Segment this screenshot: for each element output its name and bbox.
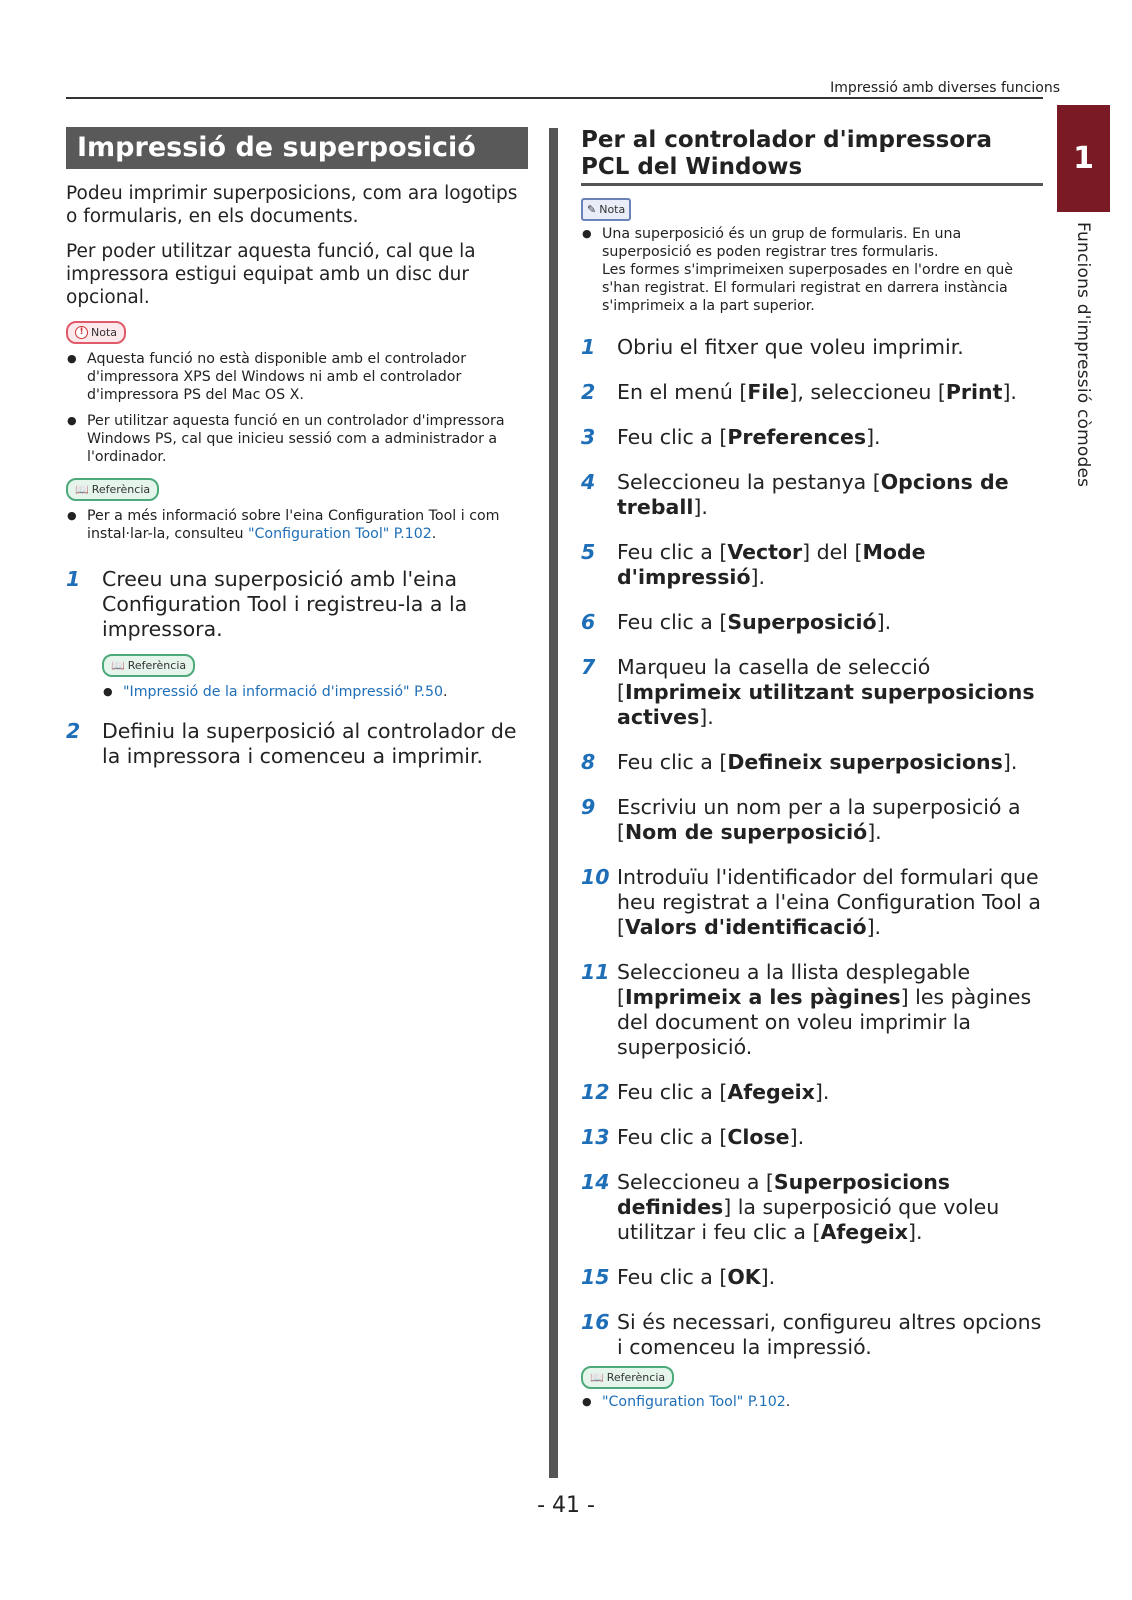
right-column <box>581 127 1043 1419</box>
book-icon: 📖 <box>75 483 89 496</box>
running-header: Impressió amb diverses funcions <box>830 80 1060 96</box>
checkbox-superposicions-actives: Imprimeix utilitzant superposicions actives <box>617 680 1035 729</box>
step-13: 13 Feu clic a [Close]. <box>581 1125 805 1149</box>
step-14: 14 Seleccioneu a [Superposicions definides] la superposició que voleu utilitzar i feu clic a [Afegeix]. <box>581 1170 1000 1244</box>
step-5: 5 Feu clic a [Vector] del [Mode d'impressió]. <box>581 540 926 589</box>
referencia-list <box>66 507 528 543</box>
list-item: ● Una superposició és un grup de formularis. En una superposició es poden registrar tres formularis. Les formes s'imprimeixen superposades en l'ordre en què s'han registrat. El formulari registrat en darrera instància s'imprimeix a la part superior. <box>581 225 1043 315</box>
step-1 <box>66 567 528 701</box>
button-close: Close <box>727 1125 790 1149</box>
step-10: 10 Introduïu l'identificador del formulari que heu registrat a l'eina Configuration Tool a [Valors d'identificació]. <box>581 865 1041 939</box>
step-8: 8 Feu clic a [Defineix superposicions]. <box>581 750 1018 774</box>
step-number: 3 <box>581 425 596 449</box>
field-valors-identificacio: Valors d'identificació <box>625 915 867 939</box>
list-item: ● Per a més informació sobre l'eina Configuration Tool i com instal·lar-la, consulteu "Configuration Tool" P.102. <box>66 507 528 543</box>
referencia-badge <box>66 478 159 501</box>
list-item: ● "Configuration Tool" P.102. <box>581 1393 1043 1411</box>
column-divider <box>549 128 558 1478</box>
header-rule <box>66 97 1043 99</box>
step-text: Obriu el fitxer que voleu imprimir. <box>617 335 964 359</box>
dropdown-imprimeix-pagines: Imprimeix a les pàgines <box>625 985 901 1009</box>
step-number: 10 <box>581 865 610 889</box>
step-4: 4 Seleccioneu la pestanya [Opcions de treball]. <box>581 470 1009 519</box>
requirement-paragraph: Per poder utilitzar aquesta funció, cal que la impressora estigui equipat amb un disc dur opcional. <box>66 241 476 308</box>
step-9: 9 Escriviu un nom per a la superposició a [Nom de superposició]. <box>581 795 1021 844</box>
menu-file: File <box>747 380 790 404</box>
step-6: 6 Feu clic a [Superposició]. <box>581 610 892 634</box>
step-text: Si és necessari, configureu altres opcions i comenceu la impressió. <box>617 1310 1042 1359</box>
referencia-badge <box>581 1366 674 1389</box>
book-icon: 📖 <box>111 659 125 672</box>
nota-label: Nota <box>599 203 626 216</box>
impressio-info-link[interactable]: "Impressió de la informació d'impressió" P.50 <box>123 684 443 700</box>
button-defineix-superposicions: Defineix superposicions <box>727 750 1003 774</box>
left-column <box>66 127 528 769</box>
nota-list <box>581 225 1043 315</box>
sub-title: Per al controlador d'impressora PCL del Windows <box>581 127 1043 186</box>
step-number: 1 <box>581 335 596 359</box>
pencil-icon: ✎ <box>587 203 597 216</box>
step-number: 2 <box>66 719 81 743</box>
step-number: 9 <box>581 795 596 819</box>
menu-print: Print <box>945 380 1003 404</box>
intro-paragraph: Podeu imprimir superposicions, com ara logotips o formularis, en els documents. <box>66 183 518 227</box>
step-15: 15 Feu clic a [OK]. <box>581 1265 776 1289</box>
step-number: 13 <box>581 1125 610 1149</box>
step-number: 14 <box>581 1170 610 1194</box>
right-steps <box>581 335 1043 1360</box>
step-7: 7 Marqueu la casella de selecció [Imprimeix utilitzant superposicions actives]. <box>581 655 1035 729</box>
step-2 <box>66 719 528 769</box>
step-number: 12 <box>581 1080 610 1104</box>
chapter-side-title: Funcions d'impressió còmodes <box>1073 222 1093 488</box>
step-text: Definiu la superposició al controlador de la impressora i comenceu a imprimir. <box>102 719 517 768</box>
step-12: 12 Feu clic a [Afegeix]. <box>581 1080 830 1104</box>
step-number: 5 <box>581 540 596 564</box>
step-number: 6 <box>581 610 596 634</box>
section-title: Impressió de superposició <box>66 127 528 169</box>
button-superposicio: Superposició <box>727 610 877 634</box>
nota-label: Nota <box>91 326 118 339</box>
button-afegeix: Afegeix <box>820 1220 909 1244</box>
button-afegeix: Afegeix <box>727 1080 815 1104</box>
field-nom-superposicio: Nom de superposició <box>625 820 868 844</box>
step-number: 11 <box>581 960 610 984</box>
page-number: - 41 - <box>537 1493 595 1518</box>
referencia-list <box>581 1393 1043 1411</box>
referencia-label: Referència <box>606 1371 666 1384</box>
tab-opcions-treball: Opcions de treball <box>617 470 1009 519</box>
option-vector: Vector <box>727 540 803 564</box>
option-mode-impressio: Mode d'impressió <box>617 540 926 589</box>
referencia-label: Referència <box>127 659 187 672</box>
step-text: Creeu una superposició amb l'eina Configuration Tool i registreu-la a la impressora. <box>102 567 468 641</box>
configuration-tool-link[interactable]: "Configuration Tool" P.102 <box>602 1394 786 1410</box>
book-icon: 📖 <box>590 1371 604 1384</box>
step-number: 15 <box>581 1265 610 1289</box>
step-1 <box>581 335 1043 360</box>
referencia-list <box>102 683 528 701</box>
nota-list <box>66 350 528 466</box>
step-number: 1 <box>66 567 81 591</box>
left-steps <box>66 567 528 769</box>
list-item: ● Per utilitzar aquesta funció en un controlador d'impressora Windows PS, cal que inicieu sessió com a administrador a l'ordinador. <box>66 412 528 466</box>
step-number: 8 <box>581 750 596 774</box>
button-preferences: Preferences <box>727 425 867 449</box>
referencia-label: Referència <box>91 483 151 496</box>
step-16 <box>581 1310 1043 1360</box>
referencia-badge <box>102 654 195 677</box>
step-number: 7 <box>581 655 596 679</box>
step-number: 2 <box>581 380 596 404</box>
list-item: ● Aquesta funció no està disponible amb el controlador d'impressora XPS del Windows ni amb el controlador d'impressora PS del Mac OS X. <box>66 350 528 404</box>
configuration-tool-link[interactable]: "Configuration Tool" P.102 <box>247 526 432 542</box>
chapter-tab[interactable]: 1 <box>1057 105 1110 212</box>
list-superposicions-definides: Superposicions definides <box>617 1170 950 1219</box>
step-11: 11 Seleccioneu a la llista desplegable [Imprimeix a les pàgines] les pàgines del document on voleu imprimir la superposició. <box>581 960 1032 1059</box>
nota-badge <box>581 198 631 221</box>
step-3: 3 Feu clic a [Preferences]. <box>581 425 881 449</box>
nota-badge <box>66 321 126 344</box>
step-2: 2 En el menú [File], seleccioneu [Print]. <box>581 380 1017 404</box>
list-item: ● "Impressió de la informació d'impressió" P.50. <box>102 683 528 701</box>
button-ok: OK <box>727 1265 761 1289</box>
warning-icon: ! <box>75 326 88 339</box>
step-number: 4 <box>581 470 596 494</box>
step-number: 16 <box>581 1310 610 1334</box>
